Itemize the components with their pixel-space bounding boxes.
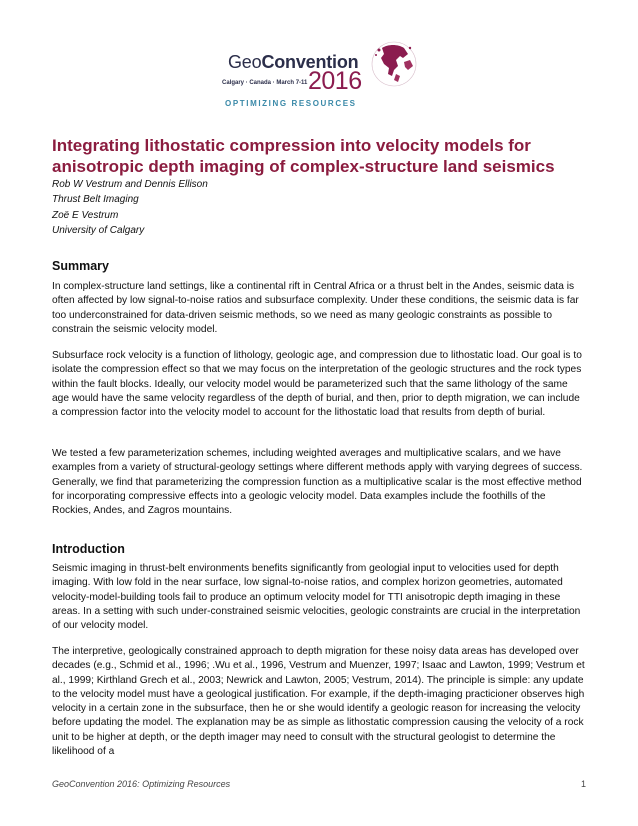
author-block (52, 177, 208, 238)
affiliation-line: University of Calgary (52, 224, 145, 236)
authors-line: Rob W Vestrum and Dennis Ellison (52, 179, 208, 190)
summary-heading: Summary (52, 259, 109, 273)
geoconvention-logo (222, 40, 422, 112)
authors-line: Zoë E Vestrum (52, 209, 119, 221)
introduction-paragraph-1: Seismic imaging in thrust-belt environments benefits significantly from geologial input to velocities used for depth imaging. With low fold in the near surface, low signal-to-noise ratios, and complex horizon geometries, automated velocity-model-building tools fail to produce an optimum velocity model for TTI anisotropic depth imaging in these areas. In a setting with such under-constrained seismic velocities, geologic constraints are crucial in the interpretation of our velocity model. (52, 563, 581, 632)
introduction-heading: Introduction (52, 542, 125, 556)
logo-name-bold: Convention (261, 52, 359, 72)
logo-subline: Calgary · Canada · March 7-11 (222, 80, 308, 86)
globe-icon (370, 40, 418, 88)
affiliation-line: Thrust Belt Imaging (52, 194, 139, 206)
paper-title: Integrating lithostatic compression into velocity models for anisotropic depth imaging of complex-structure land seismics (52, 136, 555, 176)
logo-year: 2016 (308, 67, 362, 95)
summary-paragraph-2: Subsurface rock velocity is a function of lithology, geologic age, and compression due to lithostatic load. Our goal is to isolate the compression effect so that we may focus on the interpretation of the geologic structures and the rock types within the fault blocks. Ideally, our velocity model would be parameterized such that the same lithology of the same age would have the same velocity regardless of the depth of burial, and then, prior to depth migration, we can include a compression factor into the velocity model to account for the lithostatic load that results from depth of burial. (52, 350, 582, 419)
logo-name-light: Geo (228, 52, 262, 72)
page-number: 1 (581, 779, 587, 789)
logo-tagline: OPTIMIZING RESOURCES (225, 99, 357, 108)
summary-paragraph-3: We tested a few parameterization schemes, including weighted averages and multiplicative scalars, and we have examples from a variety of structural-geology settings where different methods apply with varying degrees of success. Generally, we find that parameterizing the compression function as a multiplicative scalar is the most effective method for incorporating compressive effects into a geologic velocity model. Data examples include the foothills of the Rockies, Andes, and Zagros mountains. (52, 448, 583, 517)
summary-paragraph-1: In complex-structure land settings, like a continental rift in Central Africa or a thrust belt in the Andes, seismic data is often affected by low signal-to-noise ratios and subsurface complexity. Under these conditions, the seismic data is far too underconstrained for data-driven seismic methods, so we need as many geologic constraints as possible to constrain the seismic velocity model. (52, 281, 579, 335)
footer-conference: GeoConvention 2016: Optimizing Resources (52, 779, 231, 789)
introduction-paragraph-2: The interpretive, geologically constrained approach to depth migration for these noisy data areas has developed over decades (e.g., Schmid et al., 1996; .Wu et al., 1996, Vestrum and Muenzer, 1997; Isaac and Lawton, 1999; Vestrum et al., 1999; Kirthland Grech et al., 2003; Newrick and Lawton, 2005; Vestrum, 2014). The principle is simple: any update to the velocity model must have a geological justification. For example, if the depth-imaging practicioner observes high velocity in a certain zone in the subsurface, then he or she would identify a geologic reason for increasing the velocity before updating the model. The explanation may be as simple as lithostatic compression causing the velocity of a rock unit to be higher at depth, or the depth imager may need to consult with the structural geologist to determine the likelihood of a (52, 646, 585, 758)
